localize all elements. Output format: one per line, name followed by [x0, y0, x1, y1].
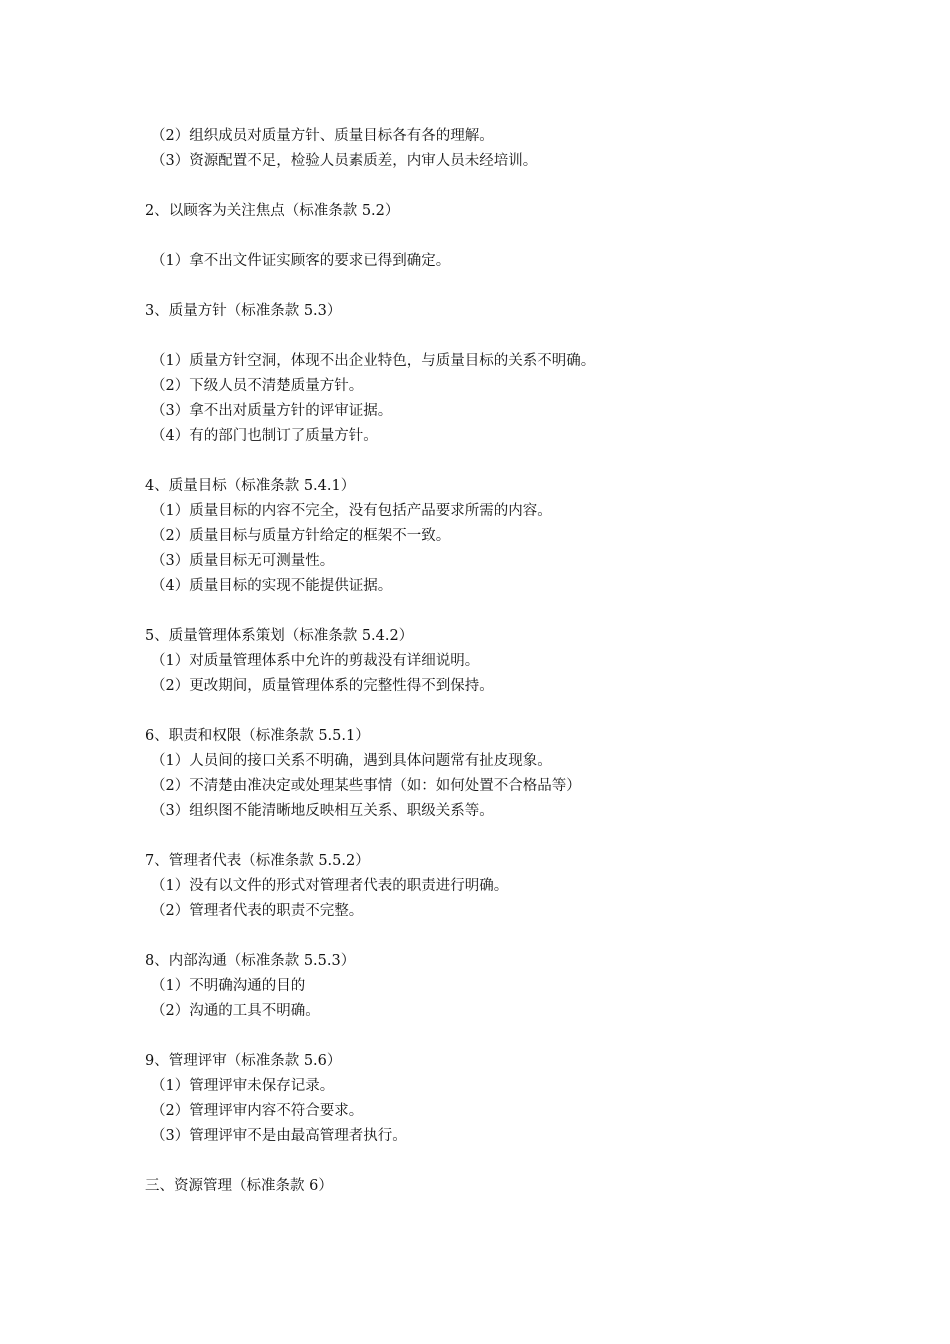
section-heading: 5、质量管理体系策划（标准条款 5.4.2）: [145, 628, 414, 644]
section-heading: 3、质量方针（标准条款 5.3）: [145, 303, 342, 319]
list-item: （2）管理者代表的职责不完整。: [151, 903, 364, 919]
list-item: （4）有的部门也制订了质量方针。: [151, 428, 378, 444]
section-heading: 9、管理评审（标准条款 5.6）: [145, 1053, 342, 1069]
paragraph-spacer: [145, 1024, 845, 1049]
list-item: （1）人员间的接口关系不明确，遇到具体问题常有扯皮现象。: [151, 753, 552, 769]
paragraph-spacer: [145, 924, 845, 949]
list-item: （1）没有以文件的形式对管理者代表的职责进行明确。: [151, 878, 509, 894]
paragraph-spacer: [145, 224, 845, 249]
section-heading: 6、职责和权限（标准条款 5.5.1）: [145, 728, 370, 744]
paragraph-spacer: [145, 174, 845, 199]
paragraph-spacer: [145, 1149, 845, 1174]
list-item: （1）不明确沟通的目的: [151, 978, 306, 994]
list-item: （2）不清楚由准决定或处理某些事情（如：如何处置不合格品等）: [151, 778, 581, 794]
paragraph-spacer: [145, 449, 845, 474]
paragraph-spacer: [145, 274, 845, 299]
list-item: （3）组织图不能清晰地反映相互关系、职级关系等。: [151, 803, 494, 819]
list-item: （2）下级人员不清楚质量方针。: [151, 378, 364, 394]
list-item: （1）质量方针空洞，体现不出企业特色，与质量目标的关系不明确。: [151, 353, 596, 369]
paragraph-spacer: [145, 324, 845, 349]
section-heading: 三、资源管理（标准条款 6）: [145, 1178, 333, 1194]
list-item: （1）拿不出文件证实顾客的要求已得到确定。: [151, 253, 451, 269]
section-heading: 4、质量目标（标准条款 5.4.1）: [145, 478, 356, 494]
list-item: （3）拿不出对质量方针的评审证据。: [151, 403, 393, 419]
section-heading: 7、管理者代表（标准条款 5.5.2）: [145, 853, 370, 869]
list-item: （2）质量目标与质量方针给定的框架不一致。: [151, 528, 451, 544]
list-item: （3）质量目标无可测量性。: [151, 553, 335, 569]
list-item: （2）组织成员对质量方针、质量目标各有各的理解。: [151, 128, 494, 144]
section-heading: 2、以顾客为关注焦点（标准条款 5.2）: [145, 203, 400, 219]
list-item: （1）质量目标的内容不完全，没有包括产品要求所需的内容。: [151, 503, 552, 519]
list-item: （1）管理评审未保存记录。: [151, 1078, 335, 1094]
paragraph-spacer: [145, 599, 845, 624]
document-body: [145, 124, 845, 1199]
section-heading: 8、内部沟通（标准条款 5.5.3）: [145, 953, 356, 969]
list-item: （3）资源配置不足，检验人员素质差，内审人员未经培训。: [151, 153, 538, 169]
list-item: （2）管理评审内容不符合要求。: [151, 1103, 364, 1119]
paragraph-spacer: [145, 699, 845, 724]
paragraph-spacer: [145, 824, 845, 849]
list-item: （3）管理评审不是由最高管理者执行。: [151, 1128, 407, 1144]
list-item: （2）更改期间，质量管理体系的完整性得不到保持。: [151, 678, 494, 694]
list-item: （4）质量目标的实现不能提供证据。: [151, 578, 393, 594]
list-item: （2）沟通的工具不明确。: [151, 1003, 320, 1019]
list-item: （1）对质量管理体系中允许的剪裁没有详细说明。: [151, 653, 480, 669]
